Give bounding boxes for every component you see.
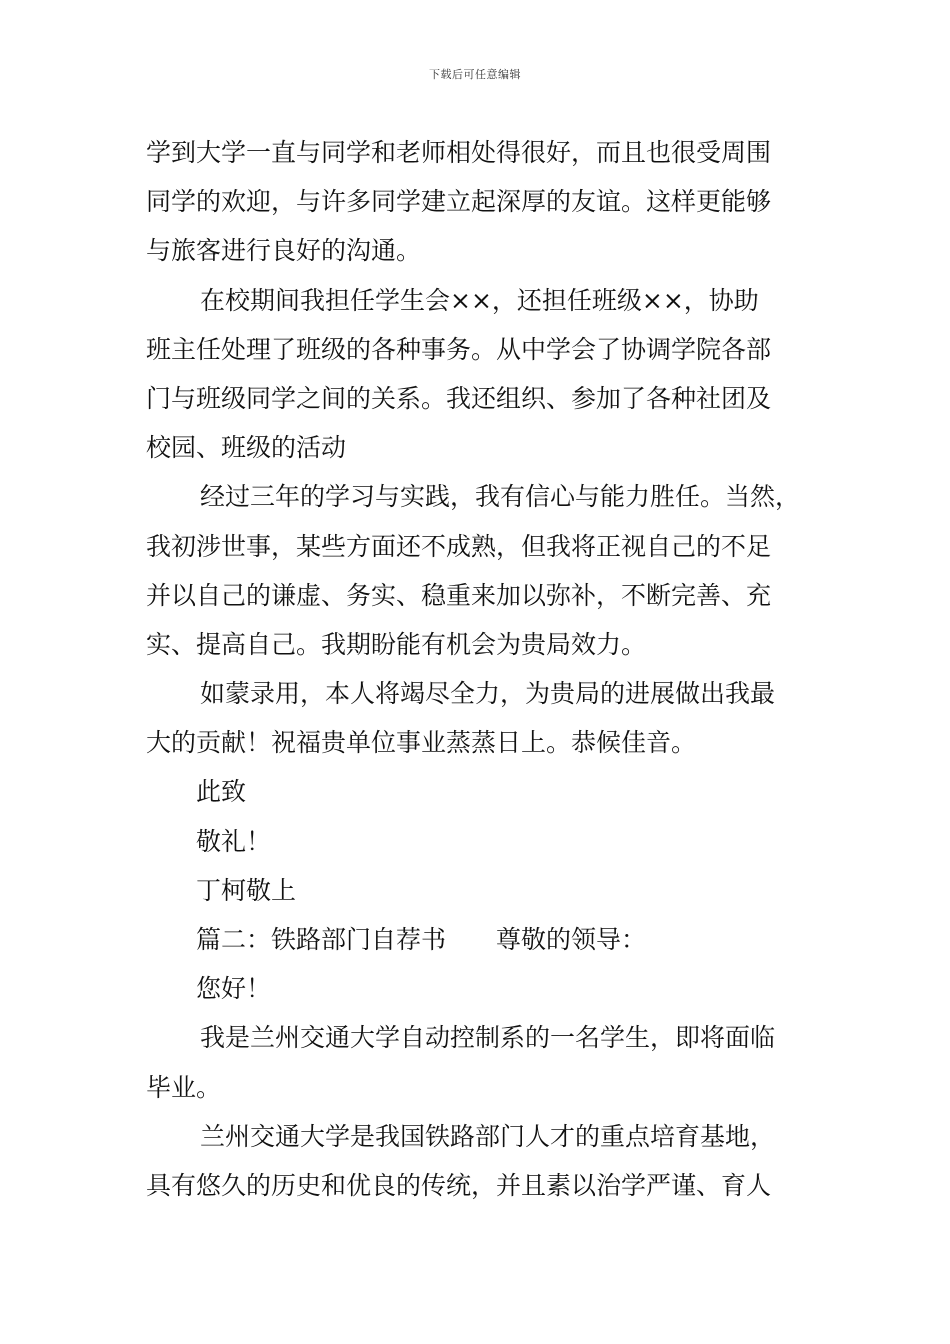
page-header: 下载后可任意编辑 [429, 68, 521, 81]
text-line: 学到大学一直与同学和老师相处得很好，而且也很受周围 [146, 138, 772, 167]
section-heading-line [146, 915, 826, 964]
text-line: 并以自己的谦虚、务实、稳重来加以弥补，不断完善、充 [146, 580, 772, 610]
greeting-line: 您好！ [196, 974, 272, 1004]
text-line: 具有悠久的历史和优良的传统，并且素以治学严谨、育人 [146, 1170, 772, 1200]
section-title: 篇二：铁路部门自荐书 [196, 925, 447, 954]
paragraph-start-line: 经过三年的学习与实践，我有信心与能力胜任。当然， [200, 482, 801, 512]
paragraph-start-line: 在校期间我担任学生会××，还担任班级××，协助 [200, 285, 759, 315]
paragraph-start-line: 如蒙录用，本人将竭尽全力，为贵局的进展做出我最 [200, 679, 776, 709]
text-line: 实、提高自己。我期盼能有机会为贵局效力。 [146, 629, 647, 659]
document-body [146, 128, 826, 1210]
paragraph-start-line: 兰州交通大学是我国铁路部门人才的重点培育基地， [200, 1121, 776, 1151]
text-line: 我初涉世事，某些方面还不成熟，但我将正视自己的不足 [146, 531, 772, 561]
text-line: 与旅客进行良好的沟通。 [146, 236, 422, 266]
text-line: 大的贡献！祝福贵单位事业蒸蒸日上。恭候佳音。 [146, 728, 697, 758]
text-line: 校园、班级的活动 [146, 433, 347, 463]
closing-salutation: 此致 [196, 777, 247, 807]
closing-regards: 敬礼！ [196, 826, 272, 856]
text-line: 毕业。 [146, 1072, 222, 1102]
text-line: 班主任处理了班级的各种事务。从中学会了协调学院各部 [146, 334, 772, 364]
text-line: 门与班级同学之间的关系。我还组织、参加了各种社团及 [146, 383, 772, 413]
signature-line: 丁柯敬上 [196, 875, 297, 905]
paragraph-start-line: 我是兰州交通大学自动控制系的一名学生，即将面临 [200, 1023, 776, 1053]
greeting-addressee: 尊敬的领导： [496, 925, 647, 954]
text-line: 同学的欢迎，与许多同学建立起深厚的友谊。这样更能够 [146, 187, 772, 217]
